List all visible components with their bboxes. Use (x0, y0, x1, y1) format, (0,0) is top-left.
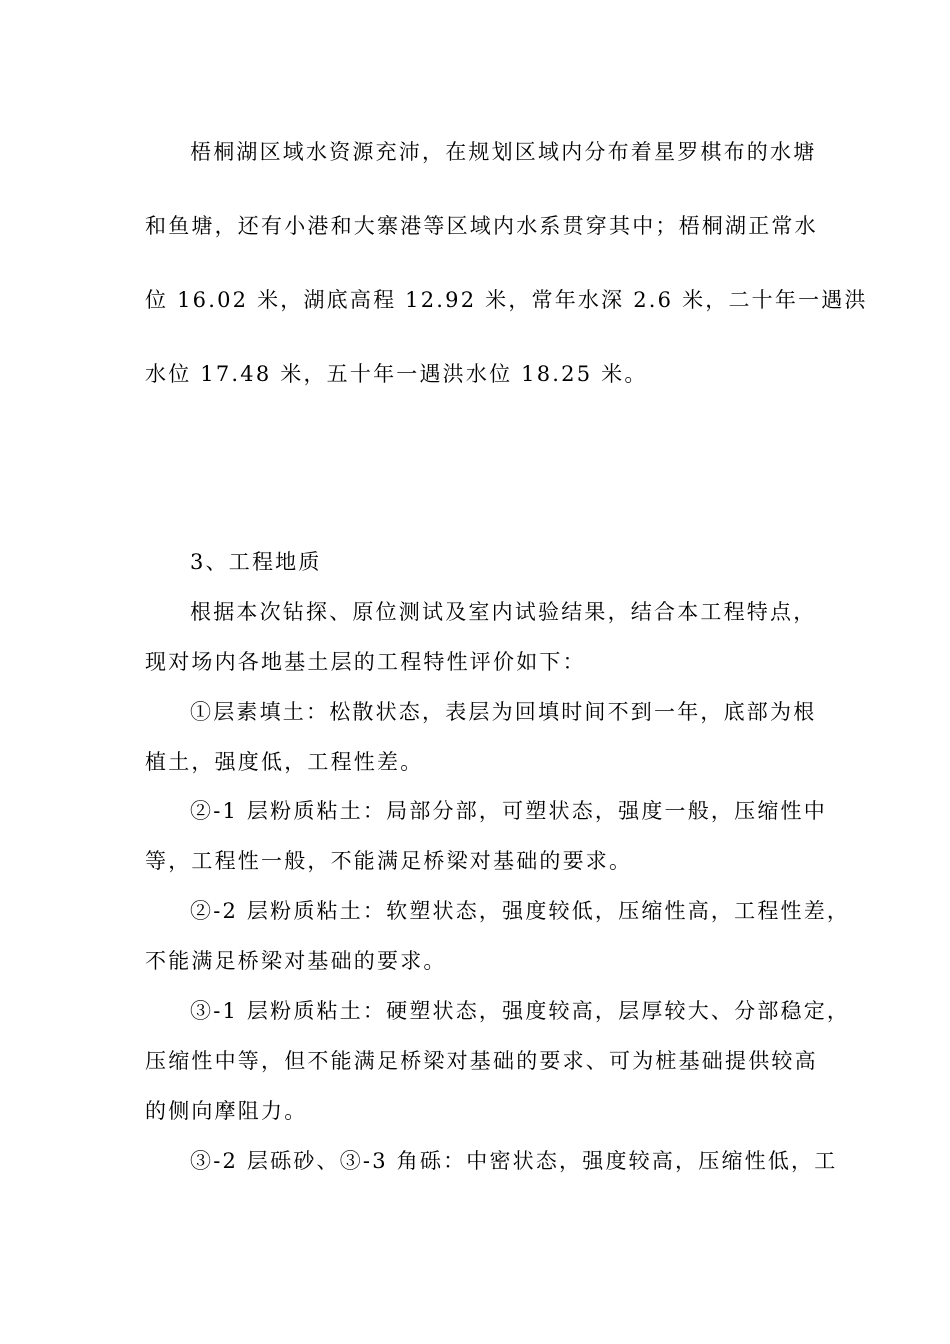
text-line: 和鱼塘，还有小港和大寨港等区域内水系贯穿其中；梧桐湖正常水 (145, 214, 818, 238)
text-line: 水位 17.48 米，五十年一遇洪水位 18.25 米。 (145, 362, 648, 386)
text-line: ②-1 层粉质粘土：局部分部，可塑状态，强度一般，压缩性中 (190, 799, 827, 823)
text-line: 压缩性中等，但不能满足桥梁对基础的要求、可为桩基础提供较高 (145, 1049, 818, 1073)
text-line: 位 16.02 米，湖底高程 12.92 米，常年水深 2.6 米，二十年一遇洪 (145, 288, 868, 312)
section-heading: 3、工程地质 (190, 550, 322, 574)
text-line: ③-2 层砾砂、③-3 角砾：中密状态，强度较高，压缩性低，工 (190, 1149, 838, 1173)
text-line: ①层素填土：松散状态，表层为回填时间不到一年，底部为根 (190, 700, 817, 724)
text-line: 不能满足桥梁对基础的要求。 (145, 949, 447, 973)
text-line: 植土，强度低，工程性差。 (145, 750, 424, 774)
text-line: 等，工程性一般，不能满足桥梁对基础的要求。 (145, 849, 633, 873)
text-line: 的侧向摩阻力。 (145, 1099, 308, 1123)
text-line: 梧桐湖区域水资源充沛，在规划区域内分布着星罗棋布的水塘 (190, 140, 817, 164)
text-line: 根据本次钻探、原位测试及室内试验结果，结合本工程特点， (190, 600, 817, 624)
text-line: ②-2 层粉质粘土：软塑状态，强度较低，压缩性高，工程性差， (190, 899, 851, 923)
text-line: ③-1 层粉质粘土：硬塑状态，强度较高，层厚较大、分部稳定， (190, 999, 851, 1023)
text-line: 现对场内各地基土层的工程特性评价如下： (145, 650, 586, 674)
